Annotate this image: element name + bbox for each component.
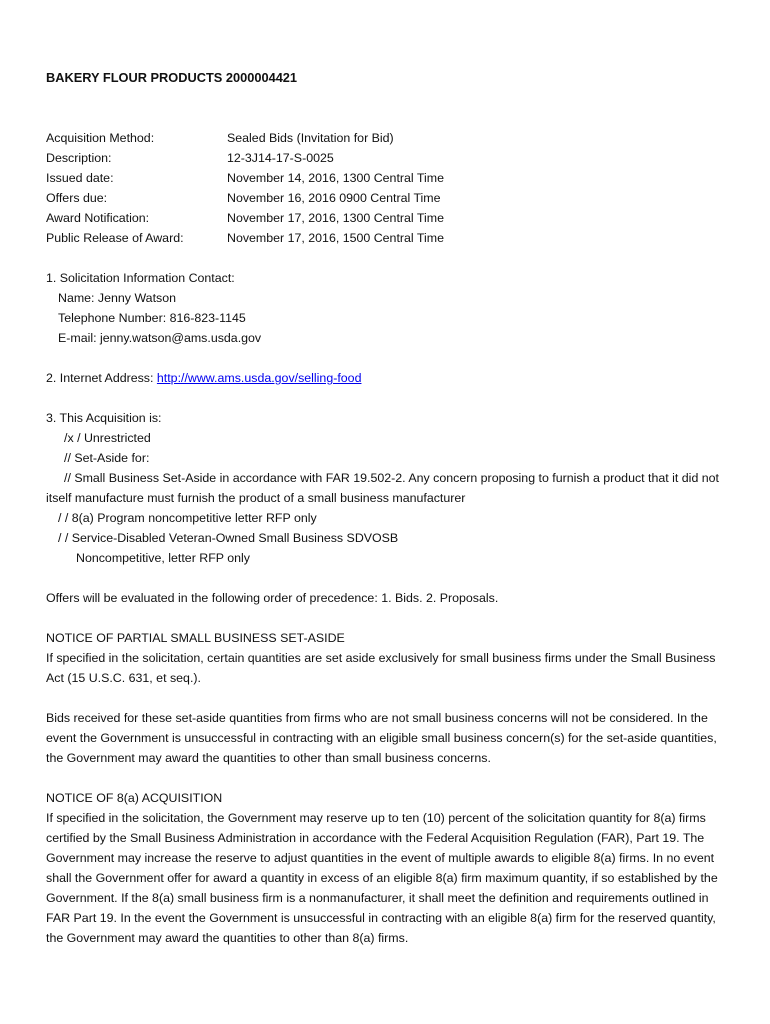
contact-phone: Telephone Number: 816-823-1145	[58, 311, 246, 325]
detail-row-award-notification	[46, 208, 736, 228]
option-8a-program: / / 8(a) Program noncompetitive letter RFP only	[58, 511, 317, 525]
notice-partial-heading: NOTICE OF PARTIAL SMALL BUSINESS SET-ASIDE	[46, 631, 345, 645]
detail-row-acquisition-method	[46, 128, 736, 148]
internet-address-link[interactable]: http://www.ams.usda.gov/selling-food	[156, 371, 362, 385]
contact-name: Name: Jenny Watson	[58, 291, 176, 305]
option-unrestricted: /x / Unrestricted	[64, 431, 151, 445]
internet-address	[46, 368, 736, 388]
notice-8a-section	[46, 788, 736, 948]
bids-received-paragraph: Bids received for these set-aside quantities from firms who are not small business concerns will not be considered. In the event the Government is unsuccessful in contracting with an eligible small business concern(s) for the set-aside quantities, the Government may award the quantities to other than small business concerns.	[46, 711, 717, 765]
notice-partial-text: If specified in the solicitation, certain quantities are set aside exclusively for small business firms under the Small Business Act (15 U.S.C. 631, et seq.).	[46, 651, 716, 685]
contact-section	[46, 268, 736, 348]
detail-row-description	[46, 148, 736, 168]
detail-row-issued-date	[46, 168, 736, 188]
notice-8a-heading: NOTICE OF 8(a) ACQUISITION	[46, 791, 223, 805]
detail-value: 12-3J14-17-S-0025	[227, 151, 334, 165]
detail-value: Sealed Bids (Invitation for Bid)	[227, 131, 394, 145]
internet-address-label: 2. Internet Address:	[46, 371, 157, 385]
offers-evaluated: Offers will be evaluated in the following order of precedence: 1. Bids. 2. Proposals.	[46, 591, 499, 605]
detail-row-offers-due	[46, 188, 736, 208]
detail-row-public-release	[46, 228, 736, 248]
detail-label: Award Notification:	[46, 211, 150, 225]
notice-8a-text: If specified in the solicitation, the Government may reserve up to ten (10) percent of the solicitation quantity for 8(a) firms certified by the Small Business Administration in accordance with the Federal Acquisition Regulation (FAR), Part 19. The Government may increase the reserve to adjust quantities in the event of multiple awards to eligible 8(a) firms. In no event shall the Government offer for award a quantity in excess of an eligible 8(a) firm maximum quantity, if so established by the Government. If the 8(a) small business firm is a nonmanufacturer, it shall meet the definition and requirements outlined in FAR Part 19. In the event the Government is unsuccessful in contracting with an eligible 8(a) firm for the reserved quantity, the Government may award the quantities to other than 8(a) firms.	[46, 811, 718, 945]
detail-value: November 16, 2016 0900 Central Time	[227, 191, 441, 205]
detail-label: Public Release of Award:	[46, 231, 184, 245]
option-noncompetitive: Noncompetitive, letter RFP only	[76, 551, 251, 565]
detail-value: November 17, 2016, 1300 Central Time	[227, 211, 444, 225]
contact-email: E-mail: jenny.watson@ams.usda.gov	[58, 331, 262, 345]
acquisition-heading: 3. This Acquisition is:	[46, 411, 162, 425]
option-set-aside: // Set-Aside for:	[64, 451, 150, 465]
detail-value: November 14, 2016, 1300 Central Time	[227, 171, 444, 185]
detail-label: Issued date:	[46, 171, 114, 185]
details-table	[46, 128, 736, 248]
option-sdvosb: / / Service-Disabled Veteran-Owned Small Business SDVOSB	[58, 531, 399, 545]
notice-partial-section	[46, 628, 736, 688]
detail-value: November 17, 2016, 1500 Central Time	[227, 231, 444, 245]
detail-label: Offers due:	[46, 191, 108, 205]
detail-label: Acquisition Method:	[46, 131, 155, 145]
detail-label: Description:	[46, 151, 112, 165]
option-small-business-text: // Small Business Set-Aside in accordance with FAR 19.502-2. Any concern proposing to furnish a product that it did not itself manufacture must furnish the product of a small business manufacturer	[46, 471, 719, 505]
document-title: BAKERY FLOUR PRODUCTS 2000004421	[46, 70, 298, 85]
contact-heading: 1. Solicitation Information Contact:	[46, 271, 235, 285]
acquisition-section	[46, 408, 736, 568]
option-small-business	[46, 468, 736, 508]
document-page	[46, 68, 736, 948]
